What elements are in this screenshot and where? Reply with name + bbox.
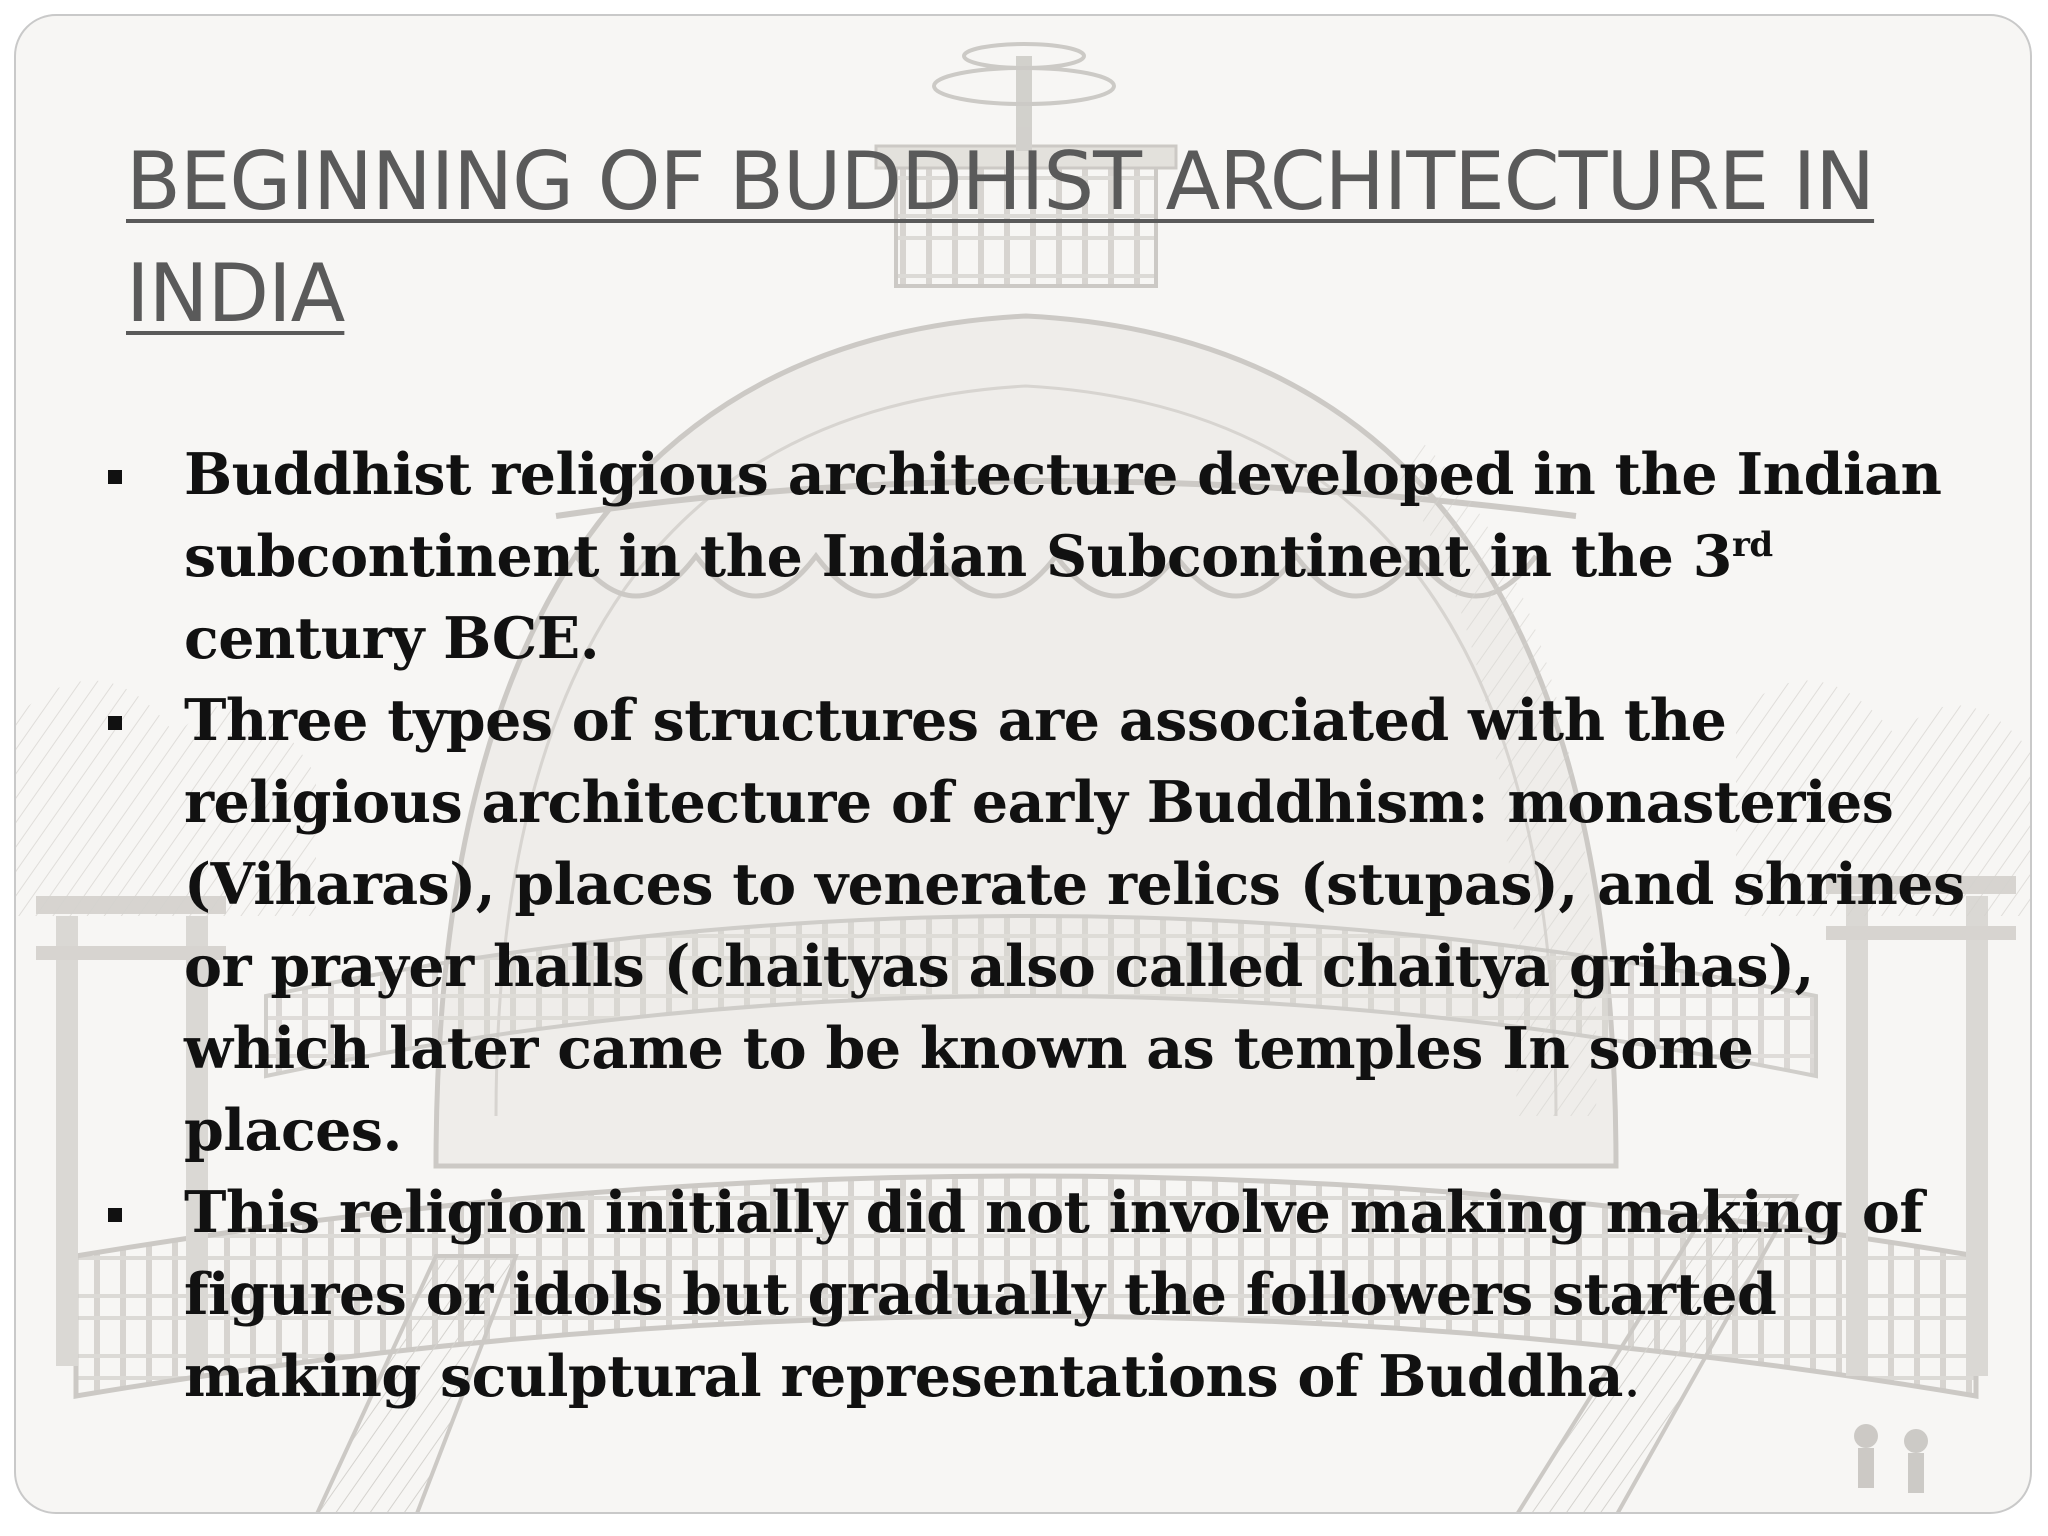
bullet-item xyxy=(96,1172,1976,1418)
square-bullet-icon xyxy=(108,1208,122,1222)
square-bullet-icon xyxy=(108,470,122,484)
bullet-item xyxy=(96,680,1976,1172)
bullet-text: This religion initially did not involve making making of figures or idols but gradually the followers started making sculptural representations of Buddha xyxy=(184,1179,1924,1410)
slide-frame xyxy=(14,14,2032,1514)
bullet-list xyxy=(96,434,1976,1418)
slide-title: BEGINNING OF BUDDHIST ARCHITECTURE IN INDIA xyxy=(126,135,1875,340)
bullet-text: Buddhist religious architecture developed in the Indian subcontinent in the Indian Subcontinent in the 3 xyxy=(184,441,1942,590)
square-bullet-icon xyxy=(108,716,122,730)
bullet-item xyxy=(96,434,1976,680)
bullet-text: Three types of structures are associated with the religious architecture of early Buddhism: monasteries (Viharas), places to venerate relics (stupas), and shrines or prayer halls (chaityas also called chaitya grihas), which later came to be known as temples In some places. xyxy=(184,687,1965,1164)
ordinal-suffix: rd xyxy=(1731,525,1773,565)
bullet-final-period: . xyxy=(1623,1344,1641,1410)
bullet-text-continued: century BCE. xyxy=(184,605,600,672)
